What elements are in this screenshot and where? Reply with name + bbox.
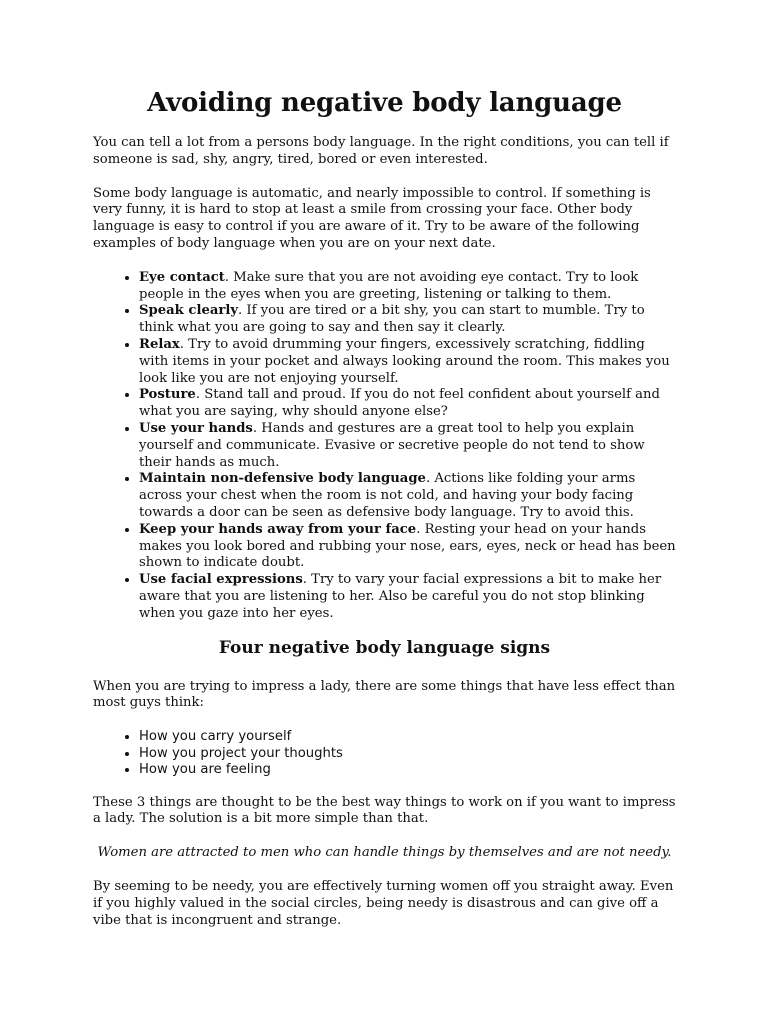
tip-text: . Stand tall and proud. If you do not feel confident about yourself and what you are saying, why should anyone else? (139, 387, 660, 420)
tip-text: . Actions like folding your arms across your chest when the room is not cold, and having your body facing towards a door can be seen as defensive body language. Try to avoid this. (139, 471, 636, 520)
needy-paragraph: By seeming to be needy, you are effectively turning women off you straight away. Even if you highly valued in the social circles, being needy is disastrous and can give off a vibe that is incongruent and strange. (93, 879, 674, 928)
list-item (139, 572, 676, 622)
body-language-tips-list (93, 270, 676, 623)
list-item: • How you carry yourself (139, 729, 676, 746)
quote: Women are attracted to men who can handle things by themselves and are not needy. (97, 845, 672, 861)
tip-term: Maintain non-defensive body language (139, 471, 426, 487)
tip-term: Speak clearly (139, 303, 239, 319)
impress-paragraph: When you are trying to impress a lady, there are some things that have less effect than most guys think: (93, 678, 676, 711)
tip-text: . If you are tired or a bit shy, you can start to mumble. Try to think what you are going to say and then say it clearly. (139, 303, 645, 336)
list-item (139, 387, 676, 421)
tip-term: Eye contact (139, 269, 225, 285)
list-item (139, 270, 676, 304)
tip-text: . Resting your head on your hands makes you look bored and rubbing your nose, ears, eyes, neck or head has been shown to indicate doubt. (139, 521, 676, 571)
solution-paragraph: These 3 things are thought to be the best way things to work on if you want to impress a lady. The solution is a bit more simple than that. (93, 794, 676, 827)
list-item (139, 471, 676, 521)
section-heading: Four negative body language signs (218, 637, 551, 658)
negative-signs-list (93, 729, 676, 779)
tip-term: Use your hands (139, 420, 253, 436)
list-item: • How you are feeling (139, 762, 676, 779)
tip-term: Keep your hands away from your face (139, 521, 417, 537)
list-item (139, 303, 676, 337)
tip-text: . Make sure that you are not avoiding eye contact. Try to look people in the eyes when you are greeting, listening or talking to them. (139, 269, 639, 302)
list-item (139, 337, 676, 387)
tip-term: Posture (139, 387, 196, 403)
tip-text: . Try to vary your facial expressions a bit to make her aware that you are listening to her. Also be careful you do not stop blinking when you gaze into her eyes. (139, 572, 662, 621)
list-item (139, 522, 676, 572)
tip-text: . Try to avoid drumming your fingers, excessively scratching, fiddling with items in your pocket and always looking around the room. This makes you look like you are not enjoying yourself. (139, 336, 670, 386)
intro-paragraph: You can tell a lot from a persons body language. In the right conditions, you can tell if someone is sad, shy, angry, tired, bored or even interested. (93, 135, 669, 167)
page-title: Avoiding negative body language (147, 88, 622, 118)
list-item (139, 421, 676, 471)
tip-text: . Hands and gestures are a great tool to help you explain yourself and communicate. Evasive or secretive people do not tend to show their hands as much. (139, 420, 645, 470)
automatic-body-language-paragraph: Some body language is automatic, and nearly impossible to control. If something is very funny, it is hard to stop at least a smile from crossing your face. Other body language is easy to control if you are aware of it. Try to be aware of the following examples of body language when you are on your next date. (93, 185, 651, 251)
list-item: • How you project your thoughts (139, 746, 676, 763)
tip-term: Relax (139, 336, 180, 352)
tip-term: Use facial expressions (139, 572, 303, 588)
